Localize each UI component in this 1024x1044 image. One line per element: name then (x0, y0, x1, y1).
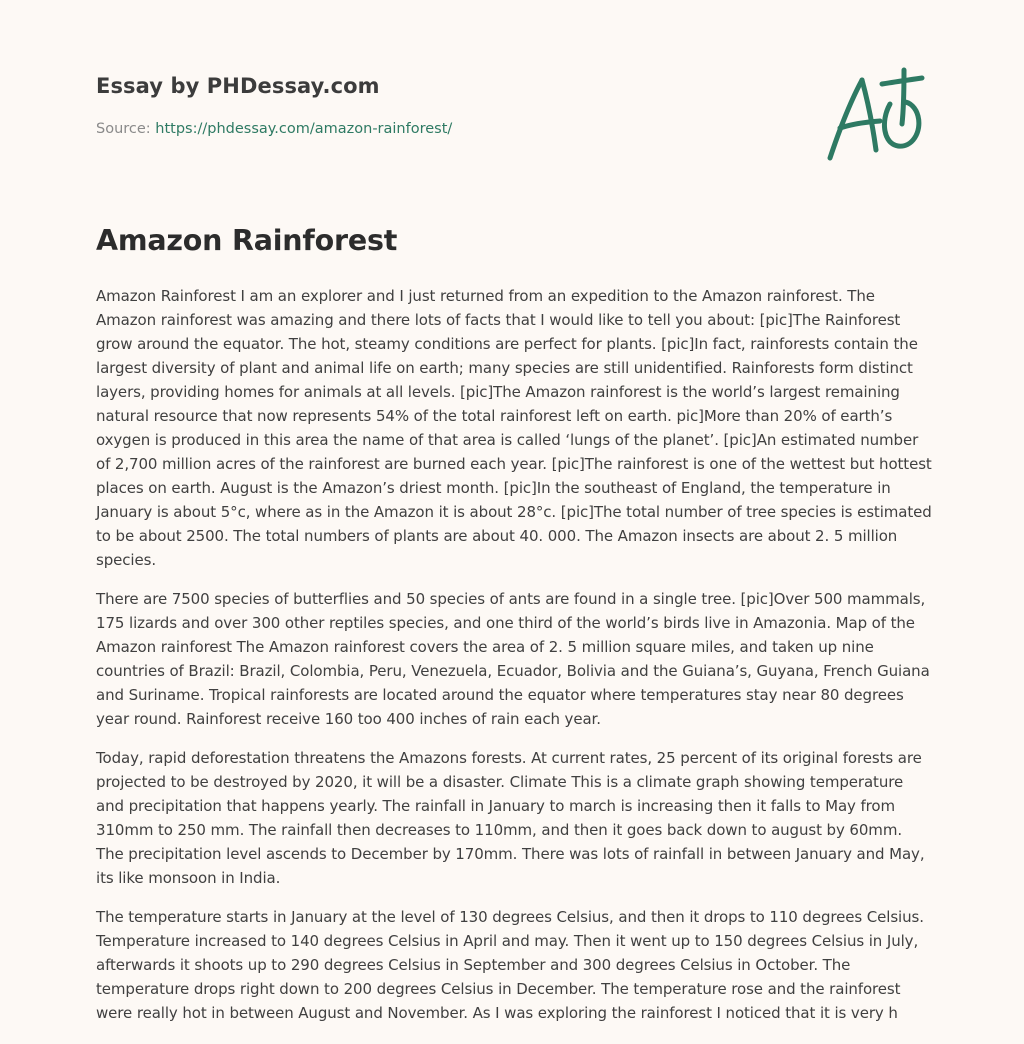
article-paragraph: There are 7500 species of butterflies and 50 species of ants are found in a single tree. [pic]Over 500 mammals, 175 lizards and over 300 other reptiles species, and one third of the world’s birds live in Amazonia. Map of the Amazon rainforest The Amazon rainforest covers the area of 2. 5 million square miles, and taken up nine countries of Brazil: Brazil, Colombia, Peru, Venezuela, Ecuador, Bolivia and the Guiana’s, Guyana, French Guiana and Suriname. Tropical rainforests are located around the equator where temperatures stay near 80 degrees year round. Rainforest receive 160 too 400 inches of rain each year. (96, 590, 930, 728)
site-brand: Essay by PHDessay.com (96, 74, 380, 98)
article-paragraph: Today, rapid deforestation threatens the Amazons forests. At current rates, 25 percent of its original forests are projected to be destroyed by 2020, it will be a disaster. Climate This is a climate graph showing temperature and precipitation that happens yearly. The rainfall in January to march is increasing then it falls to May from 310mm to 250 mm. The rainfall then decreases to 110mm, and then it goes back down to august by 60mm. The precipitation level ascends to December by 170mm. There was lots of rainfall in between January and May, its like monsoon in India. (96, 749, 925, 887)
source-link[interactable]: https://phdessay.com/amazon-rainforest/ (155, 121, 453, 137)
article-paragraph: Amazon Rainforest I am an explorer and I just returned from an expedition to the Amazon rainforest. The Amazon rainforest was amazing and there lots of facts that I would like to tell you about: [pic]The Rainforest grow around the equator. The hot, steamy conditions are perfect for plants. [pic]In fact, rainforests contain the largest diversity of plant and animal life on earth; many species are still unidentified. Rainforests form distinct layers, providing homes for animals at all levels. [pic]The Amazon rainforest is the world’s largest remaining natural resource that now represents 54% of the total rainforest left on earth. pic]More than 20% of earth’s oxygen is produced in this area the name of that area is called ‘lungs of the planet’. [pic]An estimated number of 2,700 million acres of the rainforest are burned each year. [pic]The rainforest is one of the wettest but hottest places on earth. August is the Amazon’s driest month. [pic]In the southeast of England, the temperature in January is about 5°c, where as in the Amazon it is about 28°c. [pic]The total number of tree species is estimated to be about 2500. The total numbers of plants are about 40. 000. The Amazon insects are about 2. 5 million species. (96, 287, 932, 569)
source-label: Source: (96, 121, 156, 137)
article-title: Amazon Rainforest (96, 224, 398, 257)
a-plus-grade-icon (818, 66, 930, 166)
article-body (96, 284, 932, 1040)
article-paragraph: The temperature starts in January at the level of 130 degrees Celsius, and then it drops to 110 degrees Celsius. Temperature increased to 140 degrees Celsius in April and may. Then it went up to 150 degrees Celsius in July, afterwards it shoots up to 290 degrees Celsius in September and 300 degrees Celsius in October. The temperature drops right down to 200 degrees Celsius in December. The temperature rose and the rainforest were really hot in between August and November. As I was exploring the rainforest I noticed that it is very h (96, 908, 924, 1022)
essay-header (96, 74, 928, 137)
source-line (96, 121, 928, 137)
